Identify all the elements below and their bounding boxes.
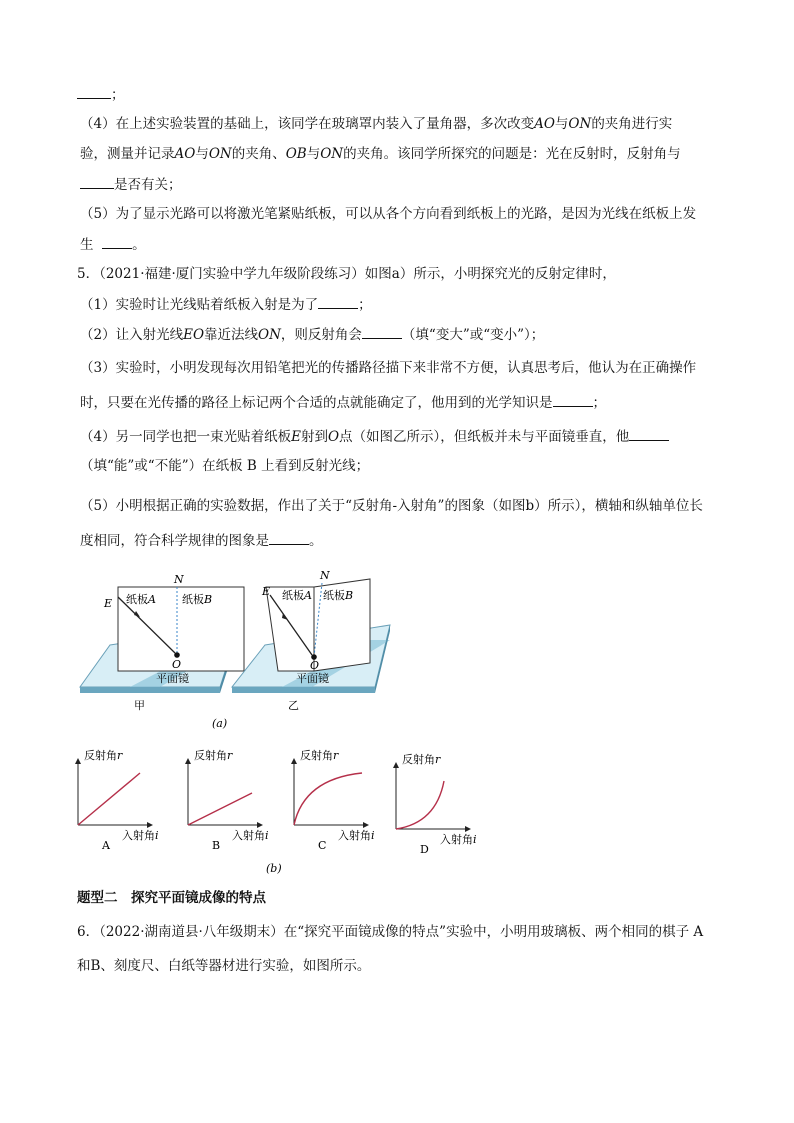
q5-part4-line2: （填“能”或“不能”）在纸板 B 上看到反射光线； xyxy=(80,458,370,474)
q5-part5-line2: 度相同，符合科学规律的图象是 。 xyxy=(80,530,323,551)
mirror-edge xyxy=(232,687,375,693)
answer-blank[interactable] xyxy=(102,234,132,249)
graphs xyxy=(78,748,477,856)
label-n: N xyxy=(174,573,184,586)
x-axis-label: 入射角i xyxy=(232,829,269,842)
q5-part4-line1: （4）另一同学也把一束光贴着纸板E射到O点（如图乙所示），但纸板并未与平面镜垂直，他 xyxy=(80,426,669,447)
label-board-b: 纸板B xyxy=(323,589,354,602)
q5-part5-line1: （5）小明根据正确的实验数据，作出了关于“反射角-入射角”的图象（如图b）所示），横轴和纵轴单位长 xyxy=(80,498,703,514)
graph-label: B xyxy=(212,839,221,852)
x-axis-label: 入射角i xyxy=(122,829,159,842)
q4-4-line1: （4）在上述实验装置的基础上，该同学在玻璃罩内装入了量角器，多次改变AO与ON的夹角进行实 xyxy=(80,116,673,132)
label-board-b: 纸板B xyxy=(182,593,213,606)
x-axis-label: 入射角i xyxy=(338,829,375,842)
graph-label: C xyxy=(318,839,327,852)
label-e: E xyxy=(262,585,271,598)
y-axis-label: 反射角r xyxy=(84,749,123,762)
label-mirror: 平面镜 xyxy=(156,672,189,685)
curve xyxy=(188,793,252,825)
graph-label: D xyxy=(420,843,429,856)
q5-part3-line2: 时，只要在光传播的路径上标记两个合适的点就能确定了，他用到的光学知识是 ； xyxy=(80,392,606,413)
label-e: E xyxy=(104,597,113,610)
curve xyxy=(396,781,444,829)
graph-c xyxy=(294,748,375,852)
q4-answer-tail: ； xyxy=(77,84,125,105)
q5-part3-line1: （3）实验时，小明发现每次用铅笔把光的传播路径描下来非常不方便，认真思考后，他认为在正确操作 xyxy=(80,360,697,376)
label-o: O xyxy=(172,658,182,671)
graph-d xyxy=(396,752,477,856)
figure-b xyxy=(70,745,490,875)
answer-blank[interactable] xyxy=(318,294,358,309)
x-axis-label: 入射角i xyxy=(440,833,477,846)
q4-5-line2: 生 。 xyxy=(80,234,146,255)
answer-blank[interactable] xyxy=(629,426,669,441)
q4-5-line1: （5）为了显示光路可以将激光笔紧贴纸板，可以从各个方向看到纸板上的光路，是因为光线在纸板上发 xyxy=(80,206,697,222)
q4-4-line3: 是否有关； xyxy=(80,174,182,195)
label-board-a: 纸板A xyxy=(126,593,156,606)
mirror-edge xyxy=(80,687,220,693)
point-o xyxy=(174,652,180,658)
label-board-a: 纸板A xyxy=(282,589,312,602)
answer-blank[interactable] xyxy=(362,324,402,339)
caption-b: (b) xyxy=(266,862,282,875)
label-yi: 乙 xyxy=(288,699,299,712)
figure-a xyxy=(70,565,410,735)
diagram-yi xyxy=(232,569,390,712)
section-title: 题型二 探究平面镜成像的特点 xyxy=(77,890,266,906)
y-axis-label: 反射角r xyxy=(402,753,441,766)
q6-line1: 6．（2022·湖南道县·八年级期末）在“探究平面镜成像的特点”实验中，小明用玻璃板、两个相同的棋子 A xyxy=(77,924,704,940)
graph-label: A xyxy=(102,839,110,852)
label-mirror: 平面镜 xyxy=(296,672,329,685)
diagram-jia xyxy=(80,573,244,712)
answer-blank[interactable] xyxy=(269,530,309,545)
graph-a xyxy=(78,748,159,852)
label-n: N xyxy=(320,569,330,582)
q4-4-line2: 验，测量并记录AO与ON的夹角、OB与ON的夹角。该同学所探究的问题是：光在反射时，反射角与 xyxy=(80,146,681,162)
label-o: O xyxy=(310,659,320,672)
caption-a: (a) xyxy=(212,717,228,730)
q5-part1: （1）实验时让光线贴着纸板入射是为了 ； xyxy=(80,294,372,315)
y-axis-label: 反射角r xyxy=(194,749,233,762)
label-jia: 甲 xyxy=(134,699,145,712)
y-axis-label: 反射角r xyxy=(300,749,339,762)
q5-part2: （2）让入射光线EO靠近法线ON，则反射角会 （填“变大”或“变小”）； xyxy=(80,324,544,345)
curve xyxy=(78,773,140,825)
answer-blank[interactable] xyxy=(80,174,114,189)
answer-blank[interactable] xyxy=(77,84,111,99)
answer-blank[interactable] xyxy=(553,392,593,407)
q5-heading: 5．（2021·福建·厦门实验中学九年级阶段练习）如图a）所示，小明探究光的反射定律时， xyxy=(77,266,616,282)
curve xyxy=(294,773,362,825)
q6-line2: 和B、刻度尺、白纸等器材进行实验，如图所示。 xyxy=(77,958,371,974)
graph-b xyxy=(188,748,269,852)
